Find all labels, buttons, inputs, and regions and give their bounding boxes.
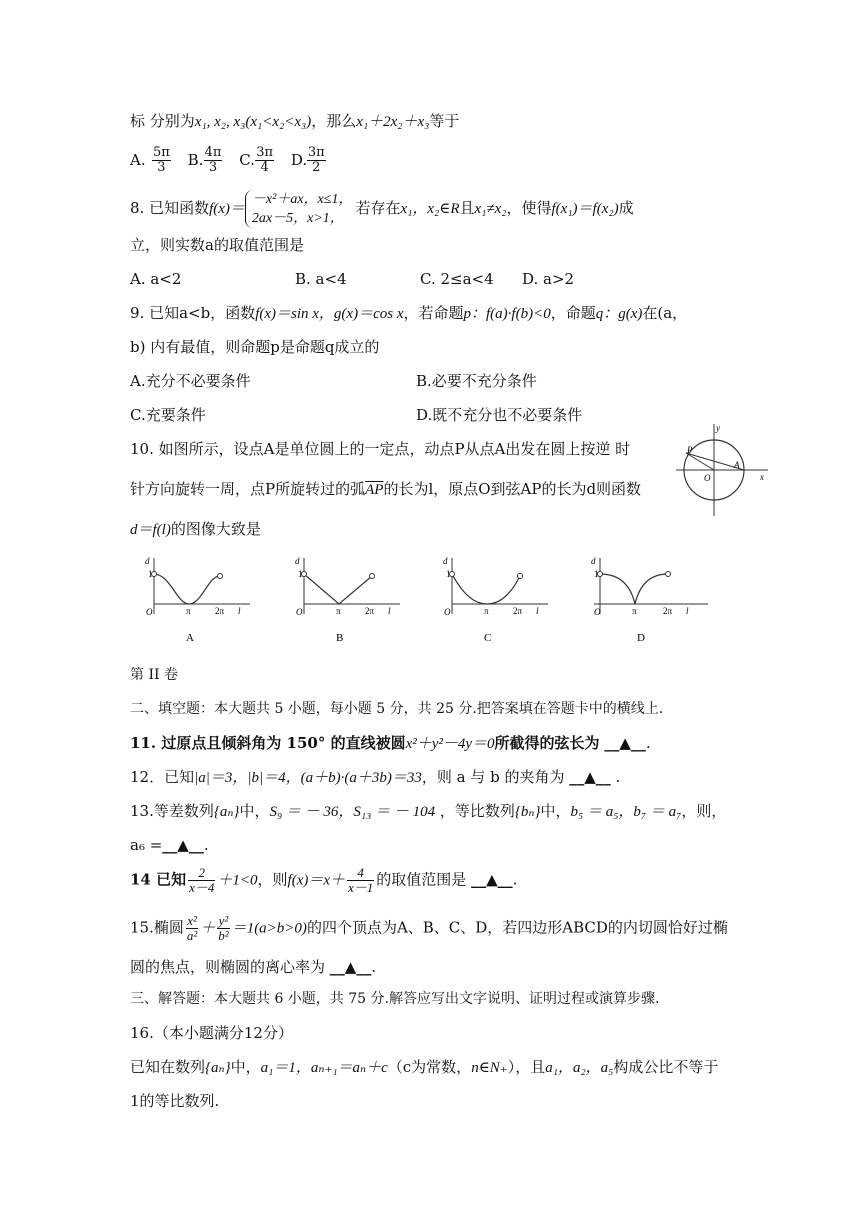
q9-option-a: A.充分不必要条件 (130, 372, 251, 390)
l-label: l (536, 606, 539, 616)
curve-d (600, 574, 668, 604)
unit-circle-figure (672, 420, 772, 520)
d-label: d (295, 556, 300, 566)
q10-stem-line-3: d＝f(l)的图像大致是 (130, 520, 261, 538)
section-2-title: 第 II 卷 (130, 667, 178, 683)
section-3-header: 三、解答题：本大题共 6 小题，共 75 分.解答应写出文字说明、证明过程或演算步骤. (130, 991, 660, 1007)
q15-fraction-y: $\frac{\text{y²}}{\text{b²}}$ (218, 913, 229, 943)
curve-b (304, 574, 372, 604)
q8-option-c: C. 2≤a<4 (420, 270, 494, 288)
o-label: O (146, 607, 153, 617)
answer-blank[interactable]: __▲__ (471, 870, 513, 889)
answer-blank[interactable]: __▲__ (569, 768, 611, 786)
q8-stem-line-2: 立，则实数a的取值范围是 (130, 236, 304, 254)
q14-fraction-1: $\frac{2}{x-4}$ (189, 865, 215, 895)
arc-ap: $\overline{AP}$ (365, 482, 384, 498)
graph-b-label: B (336, 632, 344, 644)
q9-options-row1 (130, 370, 537, 392)
o-label: O (444, 607, 451, 617)
open-endpoint (370, 574, 375, 579)
q7-stem-line: 标 分别为x₁, x₂, x₃(x₁<x₂<x₃)，那么x₁＋2x₂＋x₃等于 (130, 112, 460, 130)
section-2-header: 二、填空题：本大题共 5 小题，每小题 5 分，共 25 分.把答案填在答题卡中的横线上. (130, 701, 664, 717)
answer-blank[interactable]: __▲__ (329, 958, 372, 976)
q8-option-d: D. a>2 (522, 270, 575, 288)
open-endpoint (218, 574, 223, 579)
q13-line-2: a₆ =__▲__. (130, 836, 209, 854)
q8-option-b: B. a<4 (295, 270, 347, 288)
q7-option-b-value: $\frac{4\pi}{3}$ (204, 145, 222, 175)
q14-line: 14 已知 $\frac{2}{x-4}$ ＋1<0，则f(x)＝x＋ $\frac{4}{x-1}$ 的取值范围是 __▲__. (130, 865, 518, 895)
one-label: 1 (298, 569, 303, 579)
q12-line: 12．已知|a|＝3，|b|＝4，(a＋b)·(a＋3b)＝33，则 a 与 b 的夹角为 __▲__ . (130, 768, 621, 786)
open-endpoint (518, 574, 523, 579)
x-axis-label: x (760, 472, 764, 482)
q7-option-a-value: $\frac{5\pi}{3}$ (153, 145, 170, 175)
q9-options-row2 (130, 404, 582, 426)
q9-stem-line: 9. 已知a<b，函数f(x)＝sin x，g(x)＝cos x，若命题p：f(a)·f(b)<0，命题q：g(x)在(a， (130, 304, 688, 322)
q13-line: 13.等差数列{aₙ}中，S₉ ＝ － 36，S₁₃ ＝ － 104 ，等比数列{bₙ}中，b₅ ＝ a₅，b₇ ＝ a₇，则， (130, 802, 727, 820)
q9-option-d: D.既不充分也不必要条件 (416, 406, 583, 424)
q16-title: 16.（本小题满分12分） (130, 1024, 293, 1042)
q10-graph-d (580, 552, 710, 652)
graph-c-label: C (484, 632, 492, 644)
q8-piecewise: －x²＋ax，x≤1， 2ax－5，x>1， (245, 190, 353, 228)
q16-stem-line: 已知在数列{aₙ}中，a₁＝1，aₙ₊₁＝aₙ＋c（c为常数，n∈N₊），且a₁，a₂，a₅构成公比不等于 (130, 1058, 719, 1076)
q10-graph-b (282, 552, 402, 652)
point-p-label: P (687, 445, 693, 455)
curve-a (154, 574, 220, 604)
one-label: 1 (446, 569, 451, 579)
q7-option-c-value: $\frac{3\pi}{4}$ (256, 145, 274, 175)
o-label: O (296, 607, 303, 617)
curve-c (452, 574, 520, 604)
q16-stem-line-2: 1的等比数列. (130, 1092, 220, 1110)
radius-op (686, 453, 714, 470)
pi-label: π (632, 606, 637, 616)
q15-fraction-x: $\frac{\text{x²}}{\text{a²}}$ (186, 913, 198, 943)
graph-a-label: A (186, 632, 194, 644)
q8-options (130, 268, 574, 290)
pi-label: π (186, 606, 191, 616)
q15-line: 15.椭圆 $\frac{\text{x²}}{\text{a²}}$ ＋ $\frac{\text{y²}}{\text{b²}}$ ＝1(a>b>0)的四个顶点为A、B、C、D，若四边形ABCD的内切圆恰好过椭 (130, 913, 728, 943)
q11-line: 11. 过原点且倾斜角为 150° 的直线被圆x²＋y²－4y＝0所截得的弦长为 __▲__. (130, 734, 651, 752)
q9-stem-line-2: b) 内有最值，则命题p是命题q成立的 (130, 338, 380, 356)
twopi-label: 2π (663, 606, 673, 616)
origin-label: O (704, 473, 711, 483)
twopi-label: 2π (513, 606, 523, 616)
one-label: 1 (148, 569, 153, 579)
answer-blank[interactable]: __▲__ (162, 836, 204, 854)
pi-label: π (484, 606, 489, 616)
l-label: l (238, 606, 241, 616)
o-label: O (594, 607, 601, 617)
answer-blank[interactable]: __▲__ (604, 734, 646, 752)
twopi-label: 2π (215, 606, 225, 616)
point-a-label: A (734, 460, 740, 470)
d-label: d (443, 556, 448, 566)
pi-label: π (336, 606, 341, 616)
q10-graph-a (132, 552, 252, 652)
q7-options: A. $\frac{5\pi}{3}$ B. $\frac{4\pi}{3}$ C. $\frac{3\pi}{4}$ D. $\frac{3\pi}{2}$ (130, 145, 325, 175)
y-axis-label: y (716, 423, 720, 433)
l-label: l (388, 606, 391, 616)
q15-line-2: 圆的焦点，则椭圆的离心率为 __▲__. (130, 958, 377, 976)
q10-stem-line: 10. 如图所示，设点A是单位圆上的一定点，动点P从点A出发在圆上按逆 时 (130, 440, 631, 458)
q8-stem-line: 8. 已知函数f(x)＝ －x²＋ax，x≤1， 2ax－5，x>1， 若存在x₁，x₂∈R且x₁≠x₂，使得f(x₁)＝f(x₂)成 (130, 192, 634, 226)
q8-option-a: A. a<2 (130, 270, 182, 288)
open-endpoint (666, 572, 671, 577)
q7-option-d-value: $\frac{3\pi}{2}$ (307, 145, 325, 175)
d-label: d (591, 556, 596, 566)
l-label: l (686, 606, 689, 616)
q10-graph-c (430, 552, 550, 652)
q14-fraction-2: $\frac{4}{x-1}$ (348, 865, 374, 895)
q9-option-b: B.必要不充分条件 (416, 372, 537, 390)
q9-option-c: C.充要条件 (130, 406, 206, 424)
d-label: d (145, 556, 150, 566)
one-label: 1 (594, 569, 599, 579)
q10-stem-line-2: 针方向旋转一周，点P所旋转过的弧$\overline{AP}$的长为l，原点O到弦AP的长为d则函数 (130, 480, 642, 498)
graph-d-label: D (637, 632, 645, 644)
twopi-label: 2π (365, 606, 375, 616)
